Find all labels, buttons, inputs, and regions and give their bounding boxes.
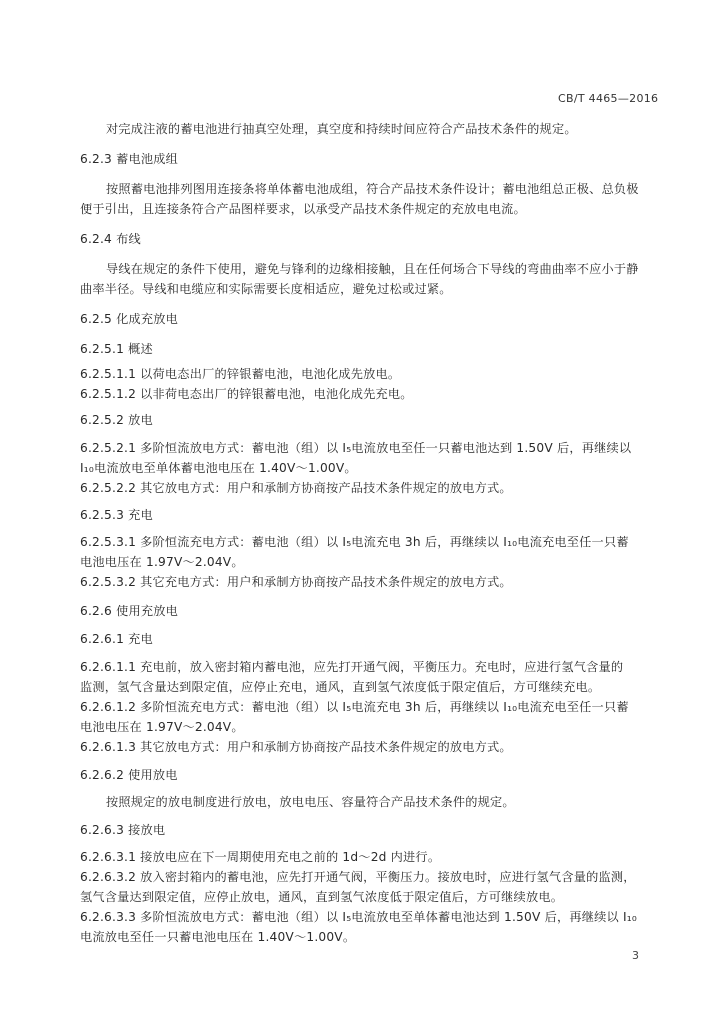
subsection-heading: 6.2.5.2 放电 [80, 413, 153, 427]
subsection-heading: 6.2.5.3 充电 [80, 508, 153, 522]
standard-number: CB/T 4465—2016 [558, 92, 659, 105]
subsection-heading: 6.2.6.2 使用放电 [80, 768, 178, 782]
paragraph-line: 便于引出，且连接条符合产品图样要求，以承受产品技术条件规定的充放电电流。 [80, 202, 526, 216]
clause-line: 6.2.5.2.2 其它放电方式：用户和承制方协商按产品技术条件规定的放电方式。 [80, 481, 512, 495]
clause-line: 6.2.6.1.2 多阶恒流充电方式：蓄电池（组）以 I₅电流充电 3h 后，再继续以 I₁₀电流充电至任一只蓄 [80, 700, 629, 714]
section-heading: 6.2.6 使用充放电 [80, 604, 179, 618]
clause-line: 电流放电至任一只蓄电池电压在 1.40V～1.00V。 [80, 930, 356, 944]
clause-line: 6.2.5.2.1 多阶恒流放电方式：蓄电池（组）以 I₅电流放电至任一只蓄电池达到 1.50V 后，再继续以 [80, 441, 632, 455]
clause-line: 氢气含量达到限定值，应停止放电，通风，直到氢气浓度低于限定值后，方可继续放电。 [80, 890, 564, 904]
clause-line: 6.2.5.3.1 多阶恒流充电方式：蓄电池（组）以 I₅电流充电 3h 后，再继续以 I₁₀电流充电至任一只蓄 [80, 535, 629, 549]
clause-line: 6.2.6.3.2 放入密封箱内的蓄电池，应先打开通气阀，平衡压力。接放电时，应进行氢气含量的监测， [80, 870, 636, 884]
clause-line: 6.2.6.1.3 其它放电方式：用户和承制方协商按产品技术条件规定的放电方式。 [80, 740, 512, 754]
paragraph-line: 按照规定的放电制度进行放电，放电电压、容量符合产品技术条件的规定。 [106, 795, 515, 809]
clause-line: 6.2.6.3.1 接放电应在下一周期使用充电之前的 1d～2d 内进行。 [80, 850, 441, 864]
paragraph-line: 对完成注液的蓄电池进行抽真空处理，真空度和持续时间应符合产品技术条件的规定。 [106, 122, 577, 136]
clause-line: 6.2.5.1.2 以非荷电态出厂的锌银蓄电池，电池化成先充电。 [80, 387, 413, 401]
section-heading: 6.2.3 蓄电池成组 [80, 152, 179, 166]
clause-line: 6.2.5.3.2 其它充电方式：用户和承制方协商按产品技术条件规定的放电方式。 [80, 575, 512, 589]
clause-line: I₁₀电流放电至单体蓄电池电压在 1.40V～1.00V。 [80, 461, 357, 475]
section-heading: 6.2.5 化成充放电 [80, 312, 179, 326]
paragraph-line: 按照蓄电池排列图用连接条将单体蓄电池成组，符合产品技术条件设计；蓄电池组总正极、总负极 [106, 182, 639, 196]
page-number: 3 [632, 949, 639, 962]
clause-line: 电池电压在 1.97V～2.04V。 [80, 555, 244, 569]
paragraph-line: 导线在规定的条件下使用，避免与锋利的边缘相接触，且在任何场合下导线的弯曲曲率不应小于静 [106, 262, 639, 276]
subsection-heading: 6.2.6.1 充电 [80, 632, 153, 646]
clause-line: 监测，氢气含量达到限定值，应停止充电，通风，直到氢气浓度低于限定值后，方可继续充电。 [80, 680, 601, 694]
paragraph-line: 曲率半径。导线和电缆应和实际需要长度相适应，避免过松或过紧。 [80, 282, 452, 296]
clause-line: 6.2.6.1.1 充电前，放入密封箱内蓄电池，应先打开通气阀，平衡压力。充电时，应进行氢气含量的 [80, 660, 624, 674]
subsection-heading: 6.2.5.1 概述 [80, 342, 153, 356]
clause-line: 6.2.6.3.3 多阶恒流放电方式：蓄电池（组）以 I₅电流放电至单体蓄电池达到 1.50V 后，再继续以 I₁₀ [80, 910, 637, 924]
section-heading: 6.2.4 布线 [80, 232, 141, 246]
clause-line: 电池电压在 1.97V～2.04V。 [80, 720, 244, 734]
clause-line: 6.2.5.1.1 以荷电态出厂的锌银蓄电池，电池化成先放电。 [80, 367, 401, 381]
subsection-heading: 6.2.6.3 接放电 [80, 823, 166, 837]
